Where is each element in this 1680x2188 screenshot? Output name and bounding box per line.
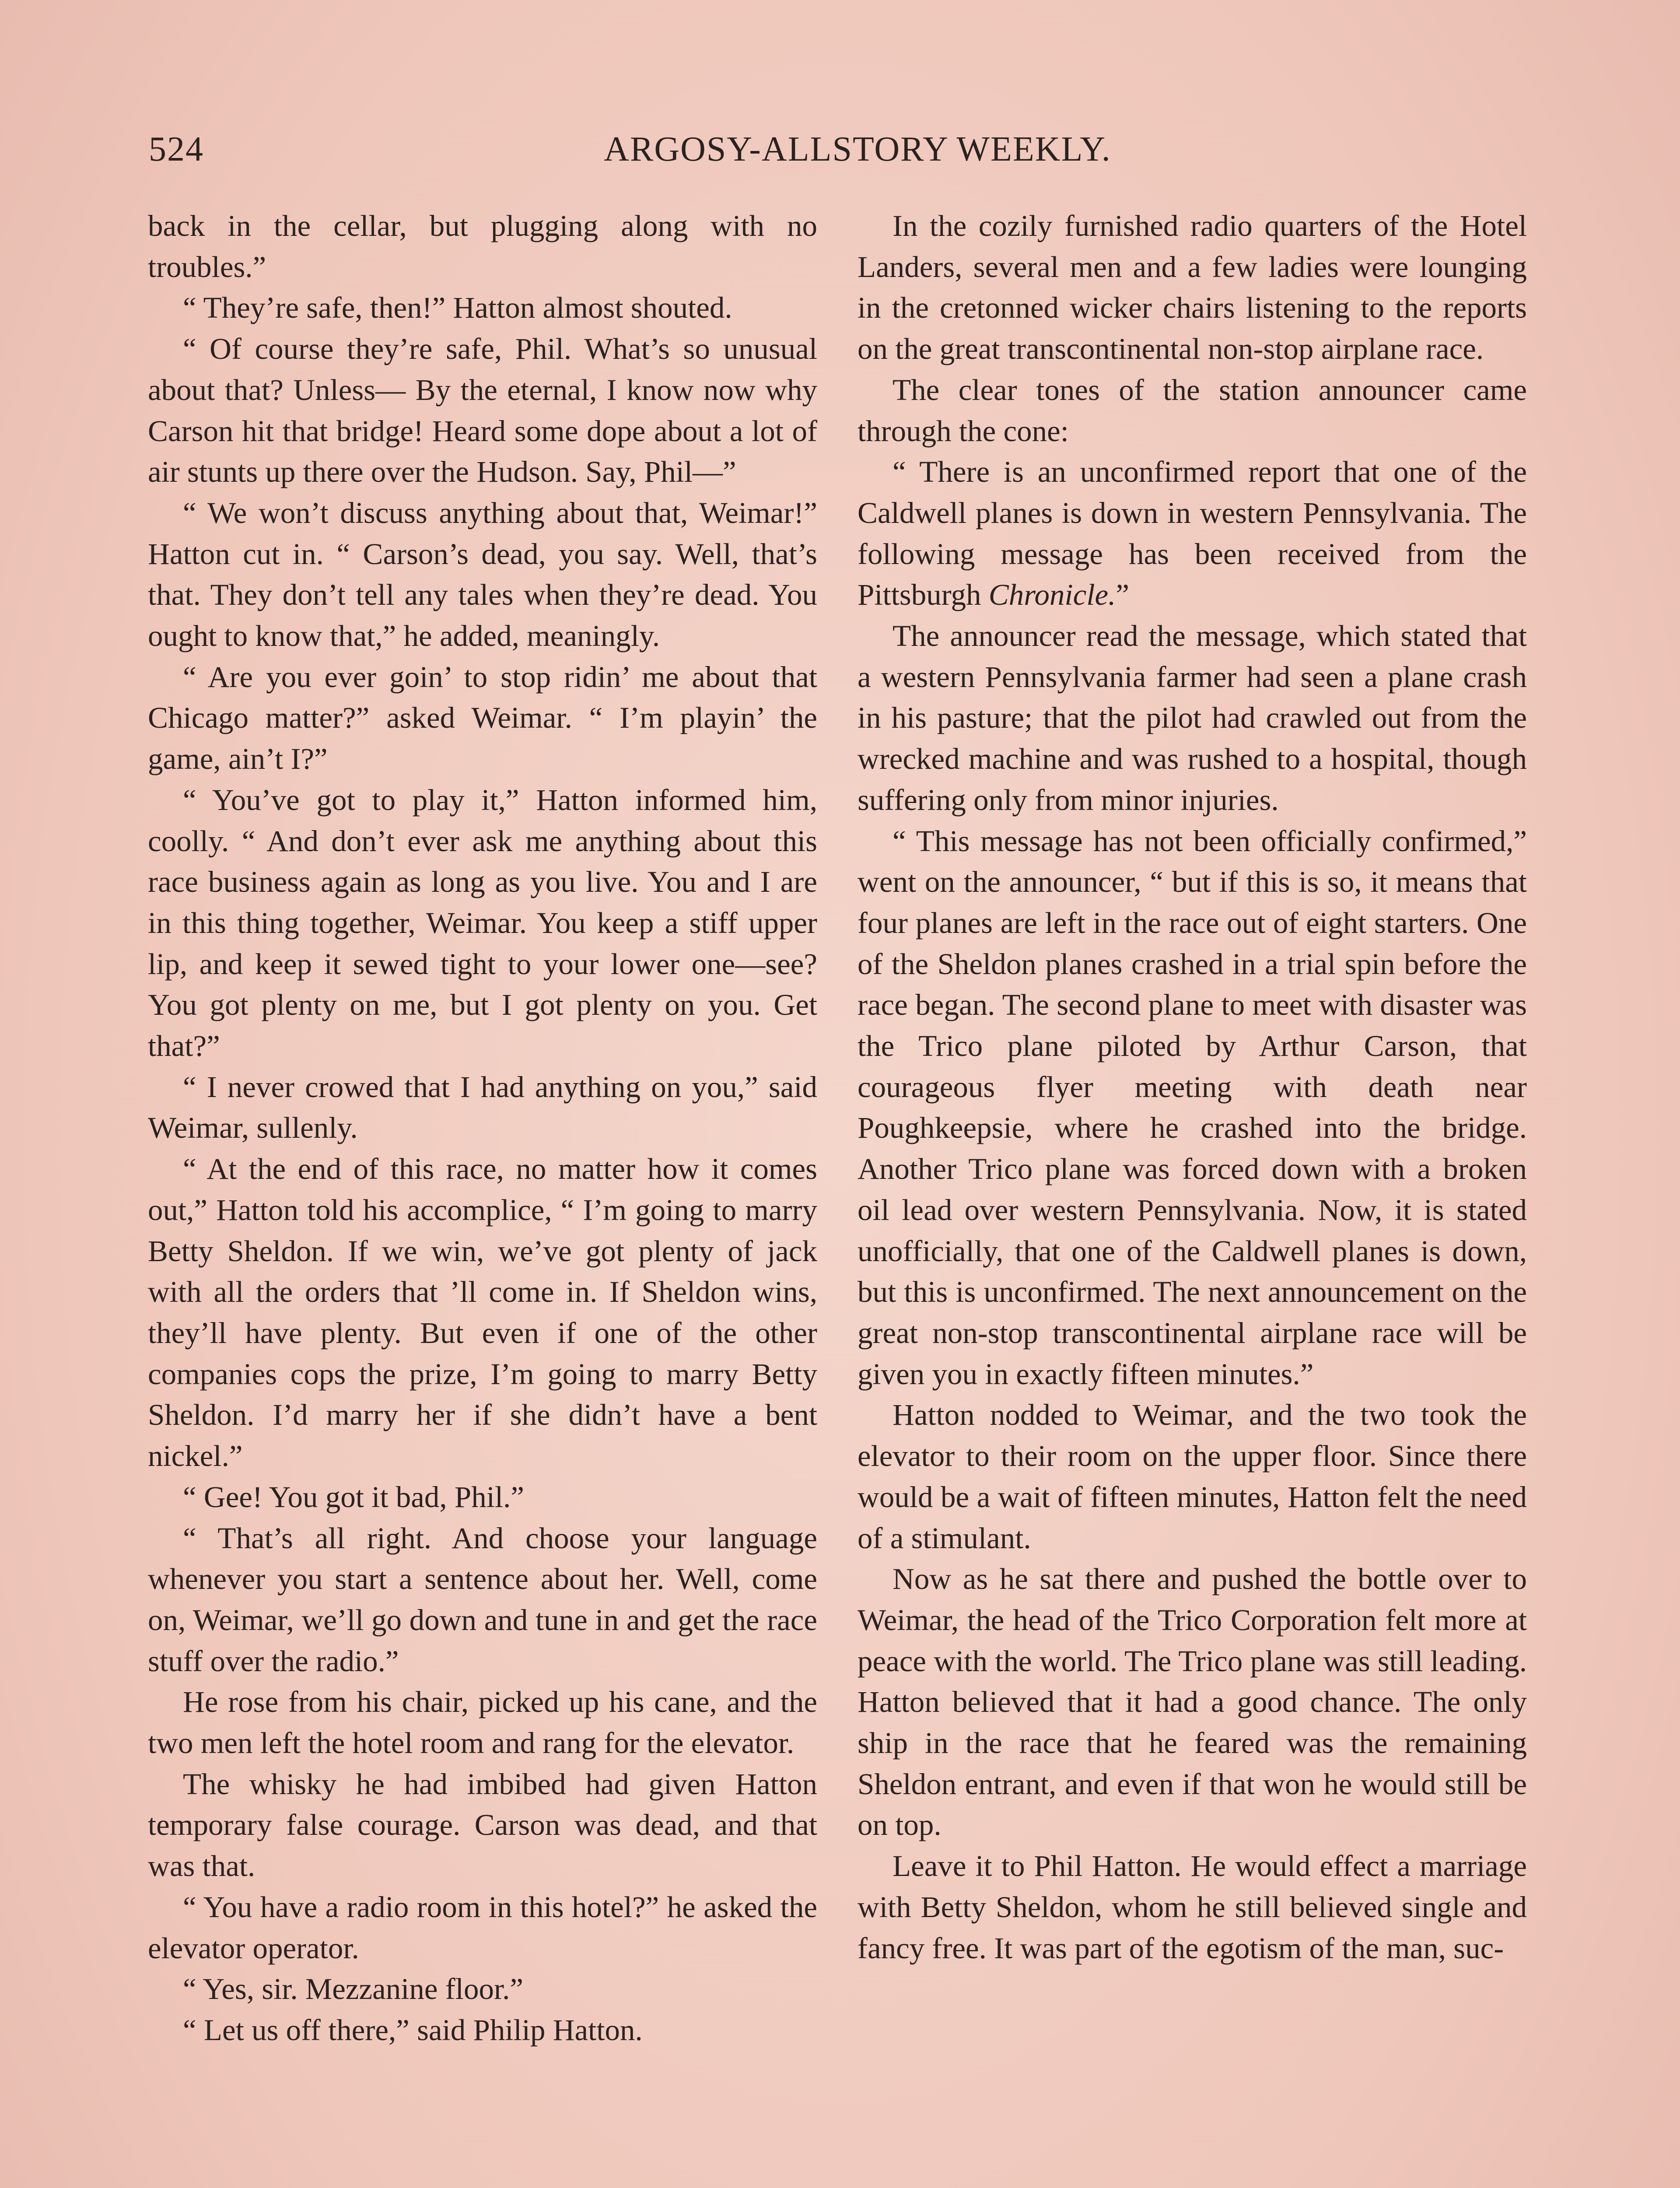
right-column [858,206,1527,1969]
paragraph-text: “ There is an unconfirmed report that one of the Caldwell planes is down in western Pennsylvania. The following message has been received from the Pittsburgh [858,455,1527,612]
paragraph: Now as he sat there and pushed the bottle over to Weimar, the head of the Trico Corporation felt more at peace with the world. The Trico plane was still leading. Hatton believed that it had a good chance. The only ship in the race that he feared was the remaining Sheldon entrant, and even if that won he would still be on top. [858,1562,1527,1842]
paragraph: The whisky he had imbibed had given Hatton temporary false courage. Carson was dead, and that was that. [148,1767,817,1883]
paragraph [858,452,1527,616]
paragraph: “ Of course they’re safe, Phil. What’s so unusual about that? Unless— By the eternal, I know now why Carson hit that bridge! Heard some dope about a lot of air stunts up there over the Hudson. Say, Phil—” [148,332,817,489]
paragraph: “ Let us off there,” said Philip Hatton. [183,2013,643,2047]
paragraph: back in the cellar, but plugging along with no troubles.” [148,209,817,284]
paragraph: “ You’ve got to play it,” Hatton informed him, coolly. “ And don’t ever ask me anything about this race business again as long as you live. You and I are in this thing together, Weimar. You keep a stiff upper lip, and keep it sewed tight to your lower one—see? You got plenty on me, but I got plenty on you. Get that?” [148,783,817,1063]
paragraph: The clear tones of the station announcer came through the cone: [858,373,1527,448]
closing-quote: ” [1116,578,1130,612]
paragraph: Hatton nodded to Weimar, and the two took the elevator to their room on the upper floor. Since there would be a wait of fifteen minutes, Hatton felt the need of a stimulant. [858,1398,1527,1555]
paragraph: In the cozily furnished radio quarters of the Hotel Landers, several men and a few ladies were lounging in the cretonned wicker chairs listening to the reports on the great transcontinental non-stop airplane race. [858,209,1527,366]
paragraph: “ That’s all right. And choose your language whenever you start a sentence about her. Well, come on, Weimar, we’ll go down and tune in and get the race stuff over the radio.” [148,1521,817,1678]
paragraph: “ Are you ever goin’ to stop ridin’ me about that Chicago matter?” asked Weimar. “ I’m playin’ the game, ain’t I?” [148,660,817,776]
paragraph: “ We won’t discuss anything about that, Weimar!” Hatton cut in. “ Carson’s dead, you say. Well, that’s that. They don’t tell any tales when they’re dead. You ought to know that,” he added, meaningly. [148,496,817,653]
paragraph: The announcer read the message, which stated that a western Pennsylvania farmer had seen a plane crash in his pasture; that the pilot had crawled out from the wrecked machine and was rushed to a hospital, though suffering only from minor injuries. [858,619,1527,817]
paragraph: “ At the end of this race, no matter how it comes out,” Hatton told his accomplice, “ I’m going to marry Betty Sheldon. If we win, we’ve got plenty of jack with all the orders that ’ll come in. If Sheldon wins, they’ll have plenty. But even if one of the other companies cops the prize, I’m going to marry Betty Sheldon. I’d marry her if she didn’t have a bent nickel.” [148,1152,817,1473]
running-title: ARGOSY-ALLSTORY WEEKLY. [604,130,1111,168]
left-column [148,206,817,2051]
paragraph: “ I never crowed that I had anything on you,” said Weimar, sullenly. [148,1070,817,1145]
paragraph: Leave it to Phil Hatton. He would effect a marriage with Betty Sheldon, whom he still believed single and fancy free. It was part of the egotism of the man, suc- [858,1849,1527,1965]
page-header [149,130,1566,178]
paragraph: “ Gee! You got it bad, Phil.” [183,1480,525,1514]
page-number: 524 [149,130,204,168]
paragraph: “ You have a radio room in this hotel?” he asked the elevator operator. [148,1890,817,1965]
paragraph: “ Yes, sir. Mezzanine floor.” [183,1972,524,2006]
paragraph: He rose from his chair, picked up his cane, and the two men left the hotel room and rang for the elevator. [148,1685,817,1760]
newspaper-name: Chronicle. [988,578,1116,612]
paragraph: “ They’re safe, then!” Hatton almost shouted. [183,291,732,325]
paragraph: “ This message has not been officially confirmed,” went on the announcer, “ but if this is so, it means that four planes are left in the race out of eight starters. One of the Sheldon planes crashed in a trial spin before the race began. The second plane to meet with disaster was the Trico plane piloted by Arthur Carson, that courageous flyer meeting with death near Poughkeepsie, where he crashed into the bridge. Another Trico plane was forced down with a broken oil lead over western Pennsylvania. Now, it is stated unofficially, that one of the Caldwell planes is down, but this is unconfirmed. The next announcement on the great non-stop transcontinental airplane race will be given you in exactly fifteen minutes.” [858,824,1527,1391]
